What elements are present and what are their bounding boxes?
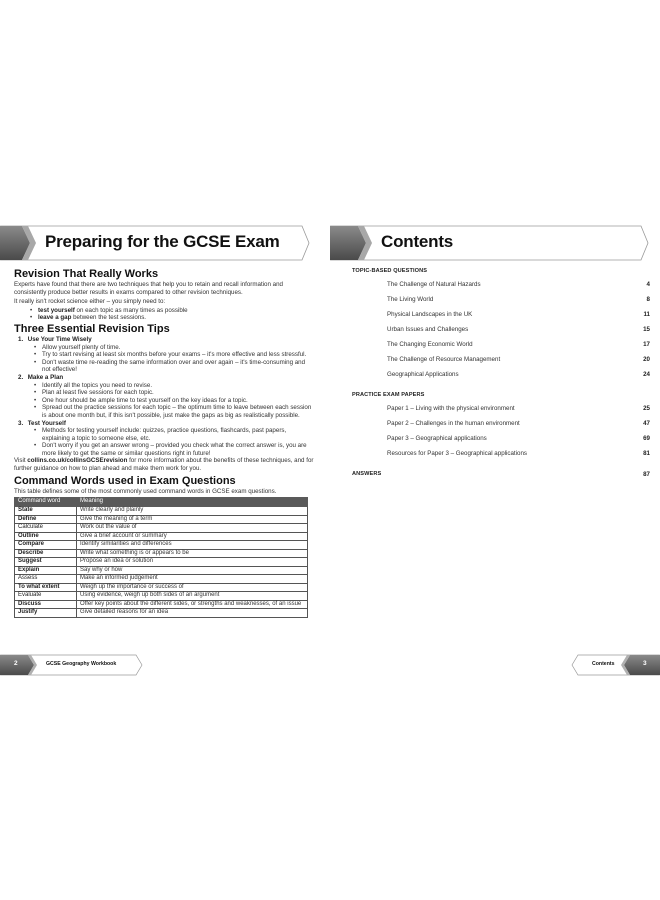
command-word-cell: Describe — [15, 549, 77, 558]
toc-answers-label: ANSWERS — [352, 471, 382, 477]
bullet-item: • Don't worry if you get an answer wrong – provided you check what the correct answer is, you are more likely to get the same or similar questions right in future! — [34, 442, 314, 457]
tip-item — [18, 420, 314, 458]
command-word-cell: Outline — [15, 532, 77, 541]
page-banner — [330, 225, 650, 261]
command-words-table — [14, 497, 308, 618]
command-word-cell: To what extent — [15, 583, 77, 592]
meaning-cell: Give the meaning of a term — [77, 515, 308, 524]
toc-section-title: TOPIC-BASED QUESTIONS — [352, 268, 428, 274]
toc-entries-practice-papers — [352, 405, 650, 465]
table-row — [15, 507, 308, 516]
bullet-item: • Methods for testing yourself include: quizzes, practice questions, flashcards, past papers, explaining a topic to someone else, etc. — [34, 427, 314, 442]
bullet-item: • Allow yourself plenty of time. — [34, 344, 314, 352]
command-word-cell: Evaluate — [15, 592, 77, 601]
toc-entry-title: Resources for Paper 3 – Geographical applications — [387, 450, 527, 457]
toc-page-number: 11 — [643, 311, 650, 318]
text: Visit — [14, 457, 28, 465]
table-row — [15, 583, 308, 592]
heading-tips: Three Essential Revision Tips — [14, 322, 170, 335]
table-row — [15, 532, 308, 541]
toc-entry-title: Physical Landscapes in the UK — [387, 311, 473, 318]
meaning-cell: Work out the value of — [77, 524, 308, 533]
right-page — [330, 0, 660, 900]
bullet-item: • Spread out the practice sessions for each topic – the optimum time to leave between each session is about one month but, if this isn't possible, just make the gaps as big as realistically possible. — [34, 404, 314, 419]
meaning-cell: Propose an idea or solution — [77, 558, 308, 567]
toc-page-number: 17 — [643, 341, 650, 348]
page-footer — [0, 654, 145, 676]
table-header-row — [15, 498, 308, 507]
text: between the test sessions. — [71, 314, 147, 322]
meaning-cell: Make an informed judgement — [77, 575, 308, 584]
toc-entry-title: Geographical Applications — [387, 371, 459, 378]
meaning-cell: Say why or how — [77, 566, 308, 575]
column-header: Meaning — [77, 498, 308, 507]
tip-item — [18, 374, 314, 420]
toc-page-number: 25 — [643, 405, 650, 412]
toc-entry-answers[interactable] — [352, 471, 650, 486]
command-word-cell: Assess — [15, 575, 77, 584]
tip-number: 3. — [18, 419, 24, 427]
toc-entry-title: Paper 3 – Geographical applications — [387, 435, 487, 442]
table-row — [15, 575, 308, 584]
toc-entry-title: The Challenge of Resource Management — [387, 356, 501, 363]
banner-arrow-shape — [330, 225, 650, 261]
toc-entry[interactable] — [352, 311, 650, 326]
table-row — [15, 549, 308, 558]
page-banner — [0, 225, 310, 261]
toc-page-number: 8 — [646, 296, 650, 303]
table-body — [15, 507, 308, 618]
command-word-cell: Calculate — [15, 524, 77, 533]
revision-bullets — [30, 307, 314, 322]
toc-entry[interactable] — [352, 326, 650, 341]
bullet-item: • Identify all the topics you need to revise. — [34, 382, 314, 390]
command-word-cell: State — [15, 507, 77, 516]
meaning-cell: Give a brief account or summary — [77, 532, 308, 541]
toc-page-number: 69 — [643, 435, 650, 442]
command-word-cell: Suggest — [15, 558, 77, 567]
visit-paragraph — [14, 457, 314, 472]
command-word-cell: Compare — [15, 541, 77, 550]
meaning-cell: Offer key points about the different sides, or strengths and weaknesses, of an issue — [77, 600, 308, 609]
tip-title-text: Test Yourself — [27, 419, 66, 427]
meaning-cell: Weigh up the importance or success of — [77, 583, 308, 592]
toc-page-number: 87 — [643, 471, 650, 478]
toc-entry[interactable] — [352, 371, 650, 386]
page-number: 3 — [643, 660, 647, 667]
command-word-cell: Explain — [15, 566, 77, 575]
toc-entries-topic-based — [352, 281, 650, 386]
toc-entry[interactable] — [352, 450, 650, 465]
command-words-intro: This table defines some of the most commonly used command words in GCSE exam questions. — [14, 487, 277, 495]
toc-entry-title: Paper 2 – Challenges in the human environment — [387, 420, 520, 427]
toc-page-number: 4 — [646, 281, 650, 288]
tips-list — [18, 336, 314, 458]
table-row — [15, 515, 308, 524]
toc-entry[interactable] — [352, 341, 650, 356]
bullet-item: • Try to start revising at least six months before your exams – it's more effective and less stressful. — [34, 351, 314, 359]
toc-entry[interactable] — [352, 435, 650, 450]
toc-page-number: 47 — [643, 420, 650, 427]
text: for more information about the benefits of these techniques, and for further guidance on how to plan ahead and make them work for you. — [14, 457, 314, 473]
toc-page-number: 81 — [643, 450, 650, 457]
bold-text: test yourself — [38, 306, 75, 314]
footer-section-title: Contents — [592, 660, 615, 667]
bullet-item: • One hour should be ample time to test yourself on the key ideas for a topic. — [34, 397, 314, 405]
revision-paragraph: Experts have found that there are two techniques that help you to retain and recall information and consistently produce better results in exams compared to other revision techniques. — [14, 281, 283, 296]
bullet-item — [30, 314, 314, 322]
heading-revision: Revision That Really Works — [14, 268, 159, 280]
toc-entry[interactable] — [352, 296, 650, 311]
page-title: Contents — [381, 232, 454, 251]
table-of-contents — [352, 268, 650, 486]
page-title: Preparing for the GCSE Exam — [45, 232, 280, 251]
meaning-cell: Write clearly and plainly — [77, 507, 308, 516]
meaning-cell: Identify similarities and differences — [77, 541, 308, 550]
text: on each topic as many times as possible — [74, 306, 188, 314]
table-row — [15, 524, 308, 533]
page-footer — [570, 654, 660, 676]
toc-entry[interactable] — [352, 420, 650, 435]
meaning-cell: Give detailed reasons for an idea — [77, 609, 308, 618]
table-row — [15, 558, 308, 567]
tip-title — [18, 374, 314, 382]
bullet-item: • Plan at least five sessions for each topic. — [34, 389, 314, 397]
tip-bullets — [34, 344, 314, 374]
collins-link[interactable]: collins.co.uk/collinsGCSErevision — [27, 457, 128, 465]
command-word-cell: Define — [15, 515, 77, 524]
tip-title-text: Use Your Time Wisely — [27, 335, 92, 343]
meaning-cell: Write what something is or appears to be — [77, 549, 308, 558]
heading-command-words: Command Words used in Exam Questions — [14, 474, 236, 487]
tip-bullets — [34, 382, 314, 420]
tip-title — [18, 336, 314, 344]
toc-entry[interactable] — [352, 281, 650, 296]
toc-entry-title: The Living World — [387, 296, 434, 303]
bold-text: leave a gap — [38, 314, 72, 322]
table-row — [15, 609, 308, 618]
tip-item — [18, 336, 314, 374]
toc-section-title: PRACTICE EXAM PAPERS — [352, 392, 425, 398]
footer-book-title: GCSE Geography Workbook — [46, 660, 117, 667]
toc-entry-title: The Challenge of Natural Hazards — [387, 281, 481, 288]
toc-page-number: 15 — [643, 326, 650, 333]
tip-number: 1. — [18, 335, 24, 343]
meaning-cell: Using evidence, weigh up both sides of an argument — [77, 592, 308, 601]
revision-paragraph-2: It really isn't rocket science either – you simply need to: — [14, 297, 166, 305]
bullet-item: • Don't waste time re-reading the same information over and over again – it's time-consuming and not effective! — [34, 359, 314, 374]
tip-bullets — [34, 427, 314, 457]
tip-title-text: Make a Plan — [27, 373, 64, 381]
tip-title — [18, 420, 314, 428]
toc-entry[interactable] — [352, 405, 650, 420]
command-word-cell: Discuss — [15, 600, 77, 609]
toc-page-number: 20 — [643, 356, 650, 363]
toc-entry-title: Paper 1 – Living with the physical environment — [387, 405, 515, 412]
tip-number: 2. — [18, 373, 24, 381]
bullet-item — [30, 307, 314, 315]
table-row — [15, 566, 308, 575]
toc-entry[interactable] — [352, 356, 650, 371]
toc-entry-title: Urban Issues and Challenges — [387, 326, 469, 333]
left-page-body — [14, 268, 314, 618]
table-row — [15, 600, 308, 609]
toc-entry-title: The Changing Economic World — [387, 341, 473, 348]
table-row — [15, 541, 308, 550]
toc-page-number: 24 — [643, 371, 650, 378]
column-header: Command word — [15, 498, 77, 507]
command-word-cell: Justify — [15, 609, 77, 618]
page-number: 2 — [14, 660, 18, 667]
table-row — [15, 592, 308, 601]
